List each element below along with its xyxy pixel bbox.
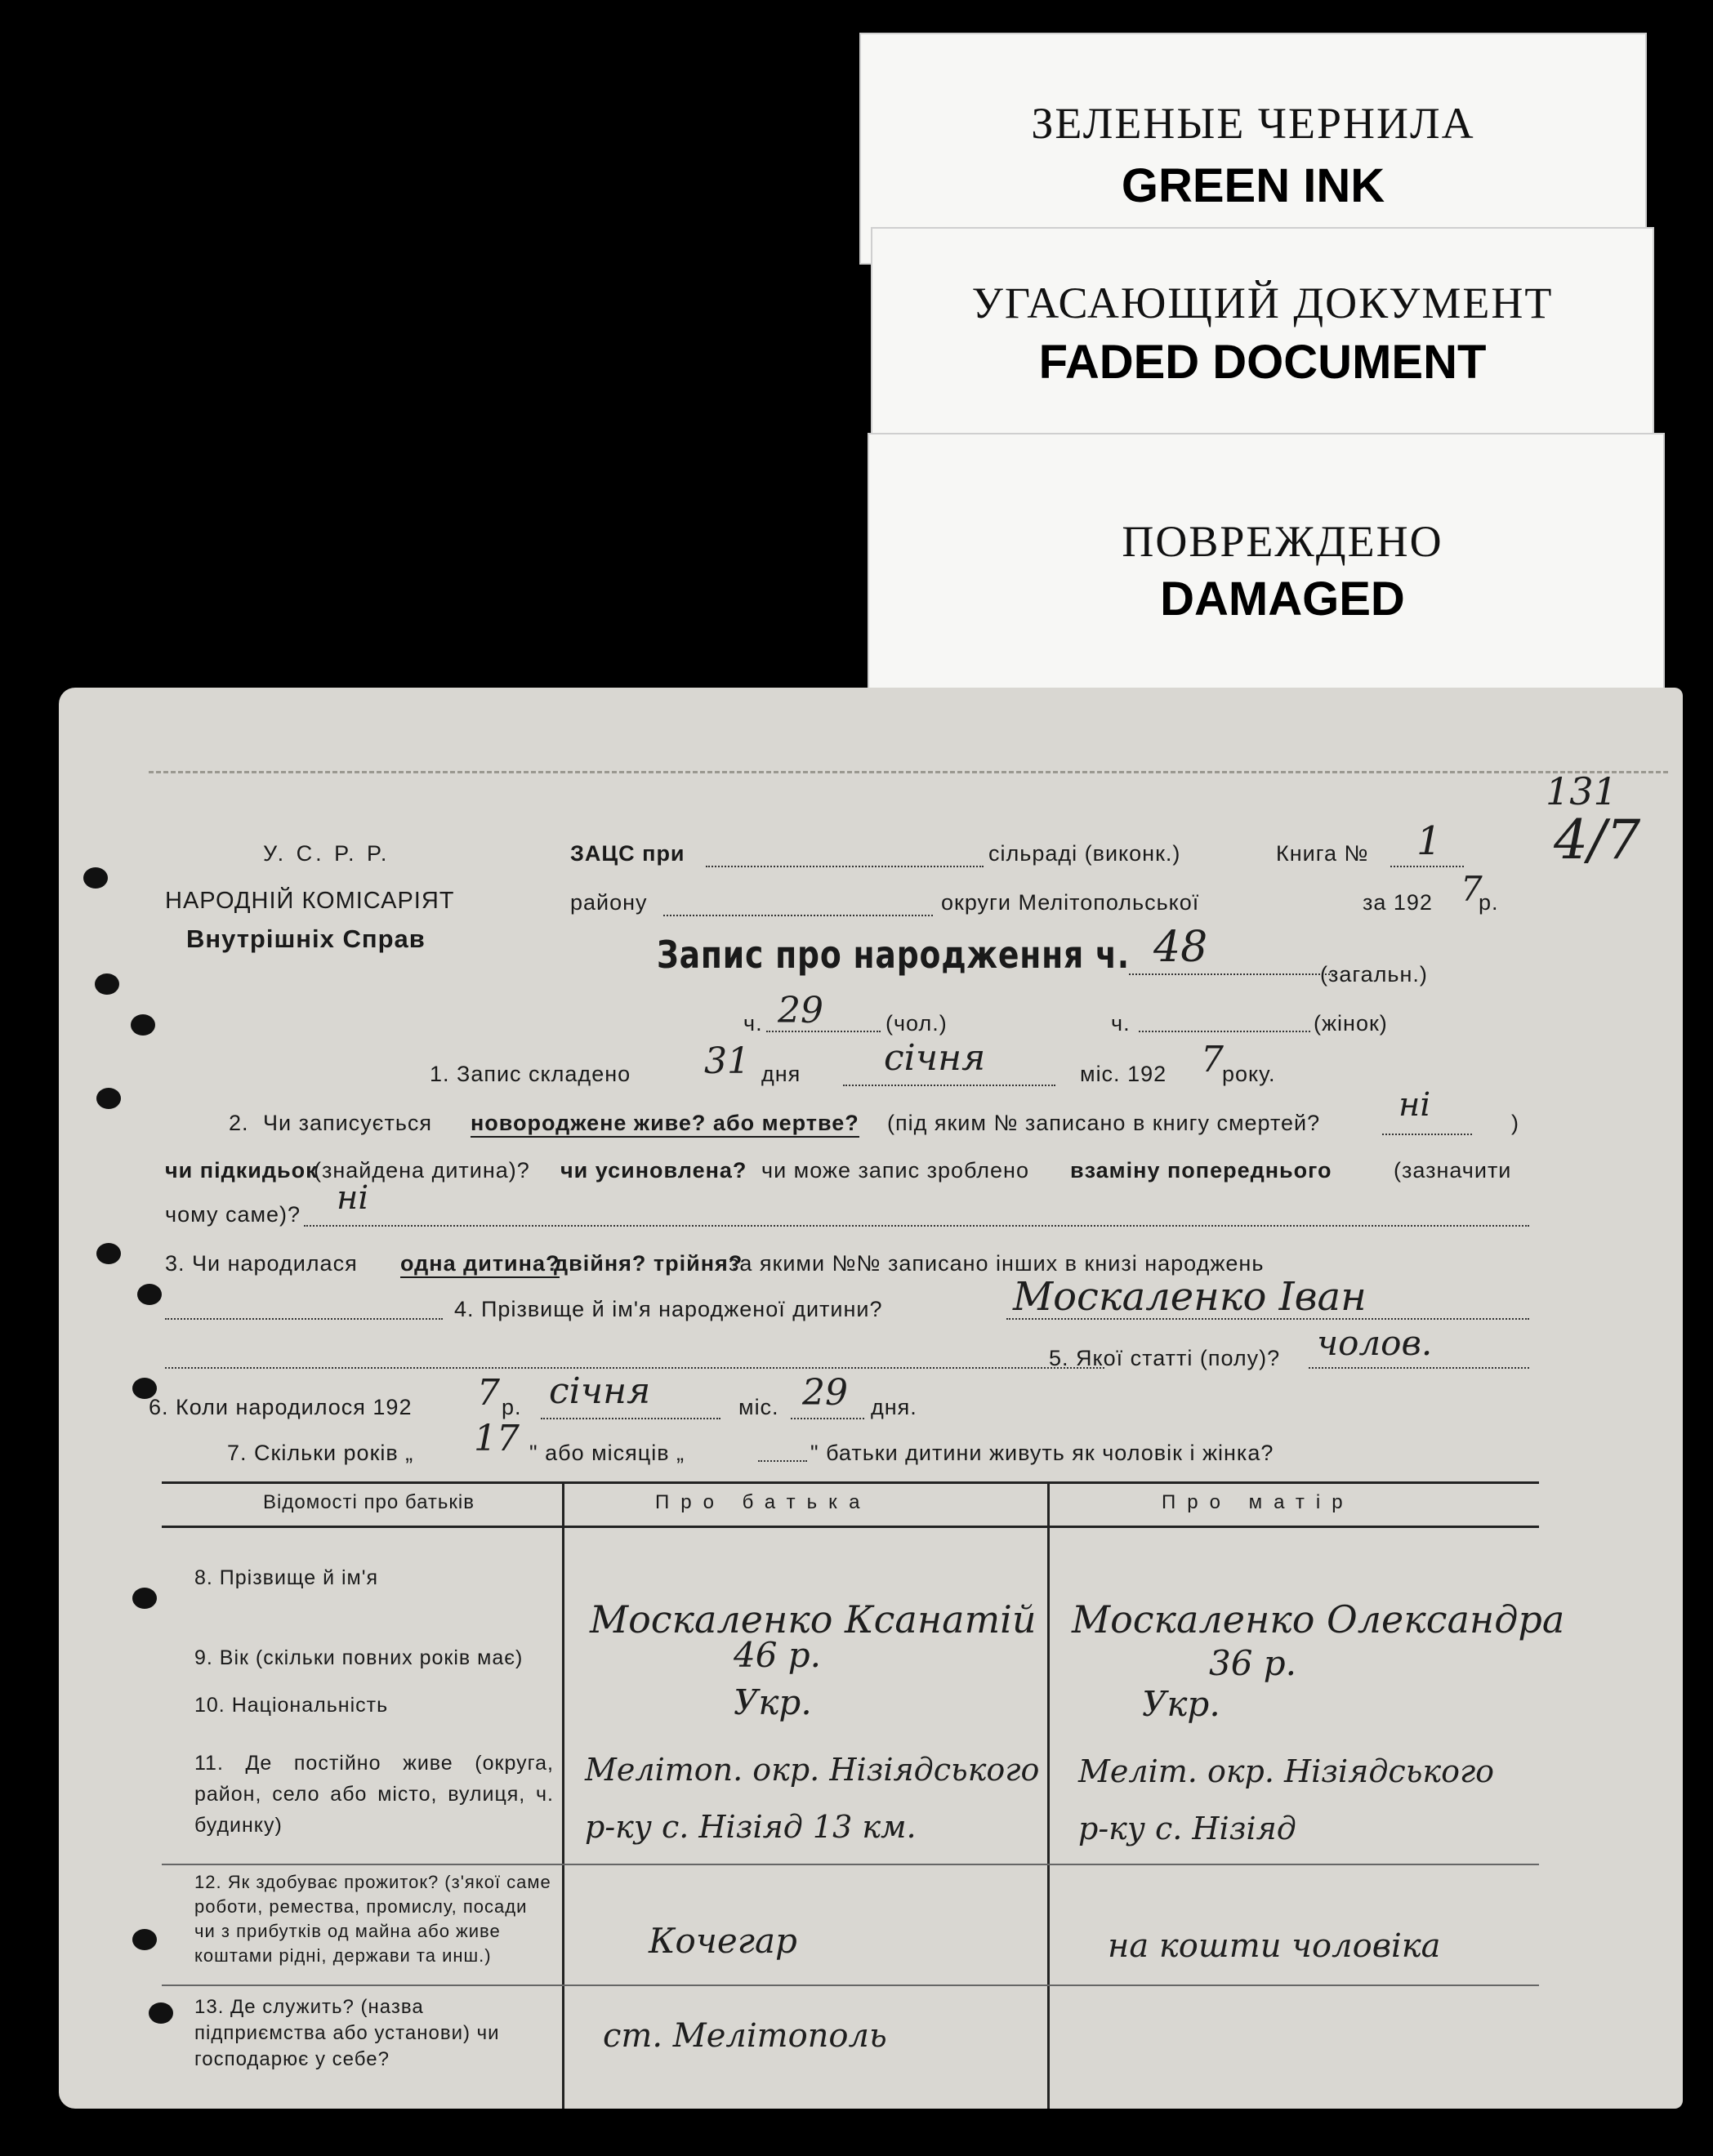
commissariat-line-2: Внутрішніх Справ <box>186 924 426 953</box>
item7-a: 7. Скільки років „ <box>227 1441 414 1465</box>
dotted-line <box>766 1031 881 1032</box>
item1-year: 7 <box>1201 1039 1224 1080</box>
row8-label: 8. Прізвище й ім'я <box>194 1566 379 1589</box>
item3-d: за якими №№ записано інших в книзі народжень <box>729 1251 1265 1276</box>
item7-c: " батьки дитини живуть як чоловік і жінка? <box>810 1441 1274 1465</box>
item2-answer: ні <box>1399 1086 1431 1124</box>
item1-label: 1. Запис складено <box>430 1062 631 1086</box>
rayonu: району <box>570 890 648 915</box>
faded-document-label <box>871 227 1654 467</box>
table-column-divider <box>562 1481 564 2109</box>
row10-father: Укр. <box>734 1682 812 1722</box>
dotted-line <box>758 1460 807 1462</box>
item2-line2-b: (знайдена дитина)? <box>314 1158 530 1183</box>
okrugy: округи Мелітопольської <box>941 890 1200 915</box>
year-suffix: р. <box>1479 890 1499 915</box>
punch-hole <box>137 1284 162 1305</box>
green-ink-ru: ЗЕЛЕНЫЕ ЧЕРНИЛА <box>1031 99 1475 148</box>
row9-label: 9. Вік (скільки повних років має) <box>194 1646 524 1669</box>
commissariat-line-1: НАРОДНІЙ КОМІСАРІЯТ <box>165 888 455 914</box>
item6-year: 7 <box>477 1372 500 1414</box>
row11-label: 11. Де постійно живе (округа, район, село або місто, вулиця, ч. будинку) <box>194 1752 554 1837</box>
dotted-line <box>1139 1031 1310 1032</box>
table-top-rule <box>162 1481 1539 1484</box>
punch-hole <box>132 1929 157 1950</box>
item1-mis: міс. 192 <box>1080 1062 1167 1086</box>
zhinok: (жінок) <box>1314 1011 1388 1036</box>
punch-hole <box>96 1088 121 1109</box>
row8-father: Москаленко Ксанатій <box>590 1597 1037 1642</box>
dotted-line <box>706 866 984 867</box>
dotted-line <box>1129 973 1333 975</box>
chol: (чол.) <box>885 1011 948 1036</box>
item2-line2-f: (зазначити <box>1394 1158 1512 1183</box>
dotted-line <box>1390 866 1464 867</box>
item6-month: січня <box>549 1370 651 1412</box>
record-title: Запис про народження ч. <box>657 933 1130 977</box>
dotted-line <box>165 1367 1104 1369</box>
silradi: сільраді (виконк.) <box>988 841 1181 866</box>
punch-hole <box>96 1243 121 1264</box>
item1-roku: року. <box>1222 1062 1276 1086</box>
table-header-rule <box>162 1526 1539 1528</box>
item4-label: 4. Прізвище й ім'я народженої дитини? <box>454 1297 883 1321</box>
item4-child-name: Москаленко Іван <box>1013 1274 1367 1320</box>
male-number: 29 <box>778 990 823 1031</box>
corner-note: 131 <box>1546 769 1617 813</box>
item2-num: 2. <box>229 1111 249 1135</box>
perforation-line <box>149 771 1668 773</box>
item2-line3: чому саме)? <box>165 1202 301 1227</box>
item7-b: " або місяців „ <box>529 1441 685 1465</box>
row12-mother: на кошти чоловіка <box>1108 1927 1441 1965</box>
punch-hole <box>95 973 119 995</box>
item1-dnya: дня <box>761 1062 801 1086</box>
row13-father: ст. Мелітополь <box>603 2017 887 2055</box>
item5-label: 5. Якої статті (полу)? <box>1049 1346 1281 1370</box>
item1-day: 31 <box>704 1040 750 1082</box>
za-year: за 192 <box>1363 890 1433 915</box>
item2-line2-c: чи усиновлена? <box>560 1158 747 1183</box>
faded-document-ru: УГАСАЮЩИЙ ДОКУМЕНТ <box>971 278 1554 327</box>
row12-label: 12. Як здобуває прожиток? (з'якої саме роботи, ремества, промислу, посади чи з прибутків од майна або живе коштами рідні, держави та инш.) <box>194 1872 551 1966</box>
item2-text-c: (під яким № записано в книгу смертей? <box>887 1111 1321 1135</box>
usrr: У. С. Р. Р. <box>263 841 390 866</box>
male-ch: ч. <box>743 1011 763 1036</box>
punch-hole <box>131 1014 155 1036</box>
zags-pry: ЗАЦС при <box>570 841 685 866</box>
row13-label: 13. Де служить? (назва підприємства або установи) чи господарює у себе? <box>194 1996 500 2070</box>
row-divider <box>162 1984 1539 1986</box>
row11-father: Мелітоп. окр. Нізіядського р-ку с. Нізіяд 13 км. <box>585 1752 1040 1845</box>
item2-answer2: ні <box>337 1179 369 1217</box>
item2-close: ) <box>1511 1111 1519 1135</box>
dotted-line <box>1309 1367 1529 1369</box>
item6-r: р. <box>502 1395 522 1419</box>
faded-document-en: FADED DOCUMENT <box>1038 336 1487 389</box>
row8-mother: Москаленко Олександра <box>1072 1597 1565 1642</box>
row11-mother: Меліт. окр. Нізіядського р-ку с. Нізіяд <box>1078 1753 1495 1846</box>
damaged-label <box>868 433 1665 706</box>
dotted-line <box>843 1085 1055 1086</box>
item3-a: 3. Чи народилася <box>165 1251 358 1276</box>
corner-number: 4/7 <box>1554 808 1641 871</box>
row-divider <box>162 1864 1539 1865</box>
dotted-line <box>663 915 933 916</box>
item5-value: чолов. <box>1317 1323 1433 1363</box>
row9-mother: 36 р. <box>1209 1643 1297 1683</box>
dotted-line <box>541 1418 720 1419</box>
damaged-en: DAMAGED <box>1160 572 1405 626</box>
item6-day: 29 <box>802 1372 848 1414</box>
table-header-mother: Про матір <box>1162 1491 1354 1513</box>
row10-mother: Укр. <box>1142 1684 1220 1724</box>
book-number: 1 <box>1416 818 1442 864</box>
item3-c: двійня? трійня? <box>554 1251 743 1276</box>
row12-father: Кочегар <box>649 1921 797 1961</box>
item2-text-a: Чи записується <box>263 1111 433 1135</box>
punch-hole <box>149 2002 173 2024</box>
damaged-ru: ПОВРЕЖДЕНО <box>1122 517 1443 566</box>
birth-record-sheet <box>59 688 1683 2109</box>
item2-line2-e: взаміну попереднього <box>1070 1158 1332 1183</box>
dotted-line <box>165 1318 443 1320</box>
book-label: Книга № <box>1276 841 1369 866</box>
dotted-line <box>1382 1134 1472 1135</box>
item2-line2-d: чи може запис зроблено <box>761 1158 1029 1183</box>
item6-label: 6. Коли народилося 192 <box>149 1395 413 1419</box>
female-ch: ч. <box>1111 1011 1131 1036</box>
item3-b: одна дитина? <box>400 1251 560 1278</box>
punch-hole <box>132 1588 157 1609</box>
table-header-father: Про батька <box>655 1491 872 1513</box>
table-column-divider <box>1047 1481 1050 2109</box>
zagaln: (загальн.) <box>1320 962 1428 987</box>
item1-month: січня <box>884 1037 986 1079</box>
item7-years: 17 <box>474 1418 520 1459</box>
item6-mis: міс. <box>738 1395 779 1419</box>
punch-hole <box>83 867 108 889</box>
record-number: 48 <box>1153 923 1208 972</box>
row10-label: 10. Національність <box>194 1694 389 1717</box>
item6-dnya: дня. <box>871 1395 917 1419</box>
table-header-parents: Відомості про батьків <box>263 1491 475 1513</box>
dotted-line <box>304 1225 1529 1227</box>
header-year-digit: 7 <box>1461 869 1483 909</box>
dotted-line <box>791 1418 864 1419</box>
item2-text-b: новороджене живе? або мертве? <box>471 1111 859 1138</box>
dotted-line <box>1006 1318 1529 1320</box>
green-ink-en: GREEN INK <box>1121 159 1385 212</box>
item2-line2-a: чи підкидьок <box>165 1158 318 1183</box>
row9-father: 46 р. <box>734 1635 822 1675</box>
